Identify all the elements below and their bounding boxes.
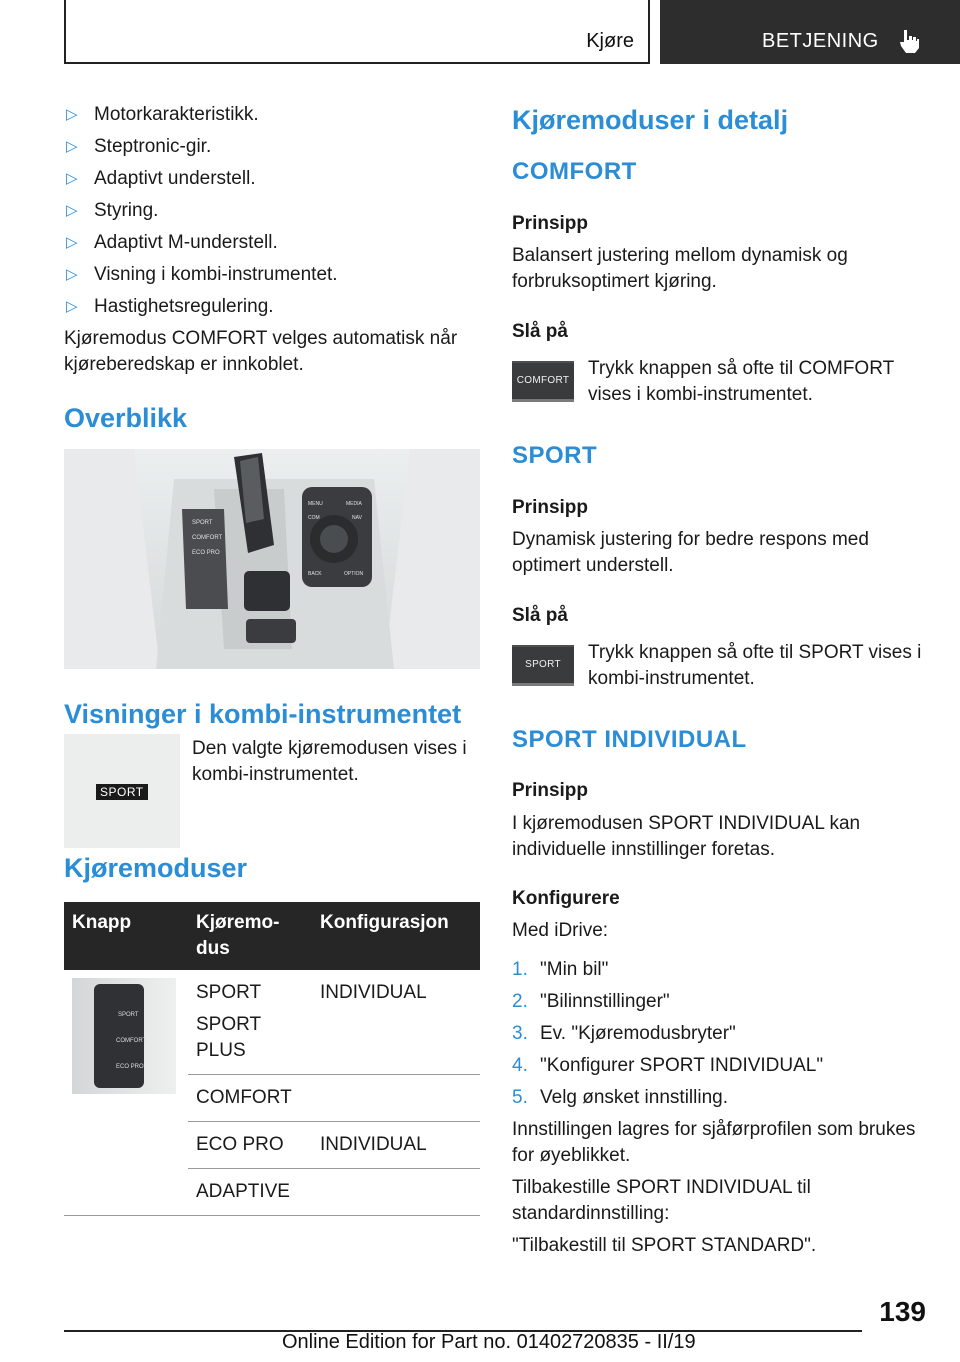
sport-heading: SPORT — [512, 442, 598, 469]
comfort-activate-label: Slå på — [512, 321, 568, 342]
mode-cell: ADAPTIVE — [188, 1169, 312, 1216]
step-number: 2. — [512, 991, 528, 1012]
configure-steps — [512, 957, 928, 1259]
sport-principle-label: Prinsipp — [512, 497, 589, 518]
step-text: "Min bil" — [540, 959, 609, 980]
list-item-text: Visning i kombi-instrumentet. — [94, 264, 338, 285]
comfort-note: Kjøremodus COMFORT velges automatisk når kjøreberedskap er innkoblet. — [64, 328, 458, 375]
sport-activate-text: Trykk knappen så ofte til SPORT vises i kombi-instrumentet. — [588, 642, 922, 689]
comfort-button-image: COMFORT — [512, 361, 574, 402]
list-item: ▷ Steptronic-gir. — [66, 136, 212, 157]
list-item — [512, 1085, 928, 1111]
mode-switch-image — [72, 978, 176, 1094]
step-number: 4. — [512, 1055, 528, 1076]
step-number: 1. — [512, 959, 528, 980]
page-number: 139 — [879, 1296, 926, 1327]
photo-label: MENU — [308, 501, 323, 507]
config-cell: INDIVIDUAL — [312, 1122, 480, 1169]
comfort-activate-text: Trykk knappen så ofte til COMFORT vises i kombi-instrumentet. — [588, 358, 894, 405]
center-console-photo — [64, 449, 480, 669]
center-console-illustration — [64, 449, 480, 669]
comfort-principle-label: Prinsipp — [512, 213, 589, 234]
mode-cell: ECO PRO — [188, 1122, 312, 1169]
list-item-text: Adaptivt understell. — [94, 168, 256, 189]
table-header: Knapp — [64, 902, 188, 970]
table-header: Konfigurasjon — [312, 902, 480, 970]
config-cell: INDIVIDUAL — [312, 970, 480, 1075]
photo-label: COM — [308, 515, 320, 521]
step-text: "Konfigurer SPORT INDIVIDUAL" — [540, 1055, 824, 1076]
list-item: ▷ Adaptivt understell. — [66, 168, 256, 189]
display-text: Den valgte kjøremodusen vises i kombi-instrumentet. — [192, 738, 467, 785]
individual-principle-text: I kjøremodusen SPORT INDIVIDUAL kan individuelle innstillinger foretas. — [512, 813, 861, 860]
list-item-text: Hastighetsregulering. — [94, 296, 274, 317]
list-item: ▷ Hastighetsregulering. — [66, 296, 274, 317]
reset-command: "Tilbakestill til SPORT STANDARD". — [512, 1235, 817, 1256]
driving-modes-table — [64, 902, 480, 1216]
configure-label: Konfigurere — [512, 888, 620, 909]
mode-cell: COMFORT — [188, 1075, 312, 1122]
step-number: 5. — [512, 1087, 528, 1108]
edition-text: Online Edition for Part no. 01402720835 - II/19 — [282, 1331, 696, 1353]
list-item-text: Styring. — [94, 200, 159, 221]
list-item: ▷ Visning i kombi-instrumentet. — [66, 264, 338, 285]
switch-label: SPORT — [118, 1012, 139, 1018]
list-item — [512, 1053, 928, 1079]
list-item: ▷ Styring. — [66, 200, 159, 221]
step-text: "Bilinnstillinger" — [540, 991, 670, 1012]
reset-text: Tilbakestille SPORT INDIVIDUAL til standardinnstilling: — [512, 1177, 811, 1224]
saved-text: Innstillingen lagres for sjåførprofilen som brukes for øyeblikket. — [512, 1119, 916, 1166]
overview-heading: Overblikk — [64, 403, 188, 433]
mode-switch-image-cell — [64, 970, 188, 1216]
photo-label: SPORT — [192, 520, 213, 526]
detail-title: Kjøremoduser i detalj — [512, 105, 789, 135]
individual-heading: SPORT INDIVIDUAL — [512, 726, 747, 753]
list-item — [512, 989, 928, 1015]
list-item: ▷ Motorkarakteristikk. — [66, 104, 259, 125]
header-chapter-box — [64, 0, 650, 64]
photo-label: ECO PRO — [192, 550, 220, 556]
photo-label: MEDIA — [346, 501, 362, 507]
modes-heading: Kjøremoduser — [64, 853, 248, 883]
table-header: Kjøremo- dus — [188, 902, 312, 970]
sport-principle-text: Dynamisk justering for bedre respons med optimert understell. — [512, 529, 869, 576]
list-item-text: Steptronic-gir. — [94, 136, 212, 157]
configure-intro: Med iDrive: — [512, 920, 609, 941]
sport-display-image — [64, 734, 180, 848]
list-item — [512, 957, 928, 983]
photo-label: OPTION — [344, 571, 364, 577]
photo-label: COMFORT — [192, 535, 223, 541]
sport-activate-label: Slå på — [512, 605, 568, 626]
mode-cell — [188, 970, 312, 1075]
table-row — [64, 970, 480, 1075]
section-title: BETJENING — [762, 30, 879, 52]
step-text: Ev. "Kjøremodusbryter" — [540, 1023, 736, 1044]
comfort-heading: COMFORT — [512, 158, 637, 185]
table-header-row — [64, 902, 480, 970]
list-item-text: Motorkarakteristikk. — [94, 104, 259, 125]
pointing-hand-icon — [898, 28, 920, 54]
list-item: ▷ Adaptivt M-understell. — [66, 232, 278, 253]
comfort-principle-text: Balansert justering mellom dynamisk og forbruksoptimert kjøring. — [512, 245, 848, 292]
step-number: 3. — [512, 1023, 528, 1044]
config-cell — [312, 1075, 480, 1122]
individual-principle-label: Prinsipp — [512, 780, 589, 801]
list-item-text: Adaptivt M-understell. — [94, 232, 278, 253]
sport-display-badge: SPORT — [96, 784, 148, 800]
display-heading: Visninger i kombi-instrumentet — [64, 699, 462, 729]
mode-name-secondary: SPORT PLUS — [196, 1014, 261, 1061]
switch-label: COMFORT — [116, 1038, 147, 1044]
photo-label: NAV — [352, 515, 362, 521]
chapter-title: Kjøre — [586, 30, 634, 52]
step-text: Velg ønsket innstilling. — [540, 1087, 728, 1108]
mode-name: SPORT — [196, 982, 262, 1003]
config-cell — [312, 1169, 480, 1216]
sport-button-image: SPORT — [512, 645, 574, 686]
list-item — [512, 1021, 928, 1047]
photo-label: BACK — [308, 571, 322, 577]
switch-label: ECO PRO — [116, 1064, 144, 1070]
